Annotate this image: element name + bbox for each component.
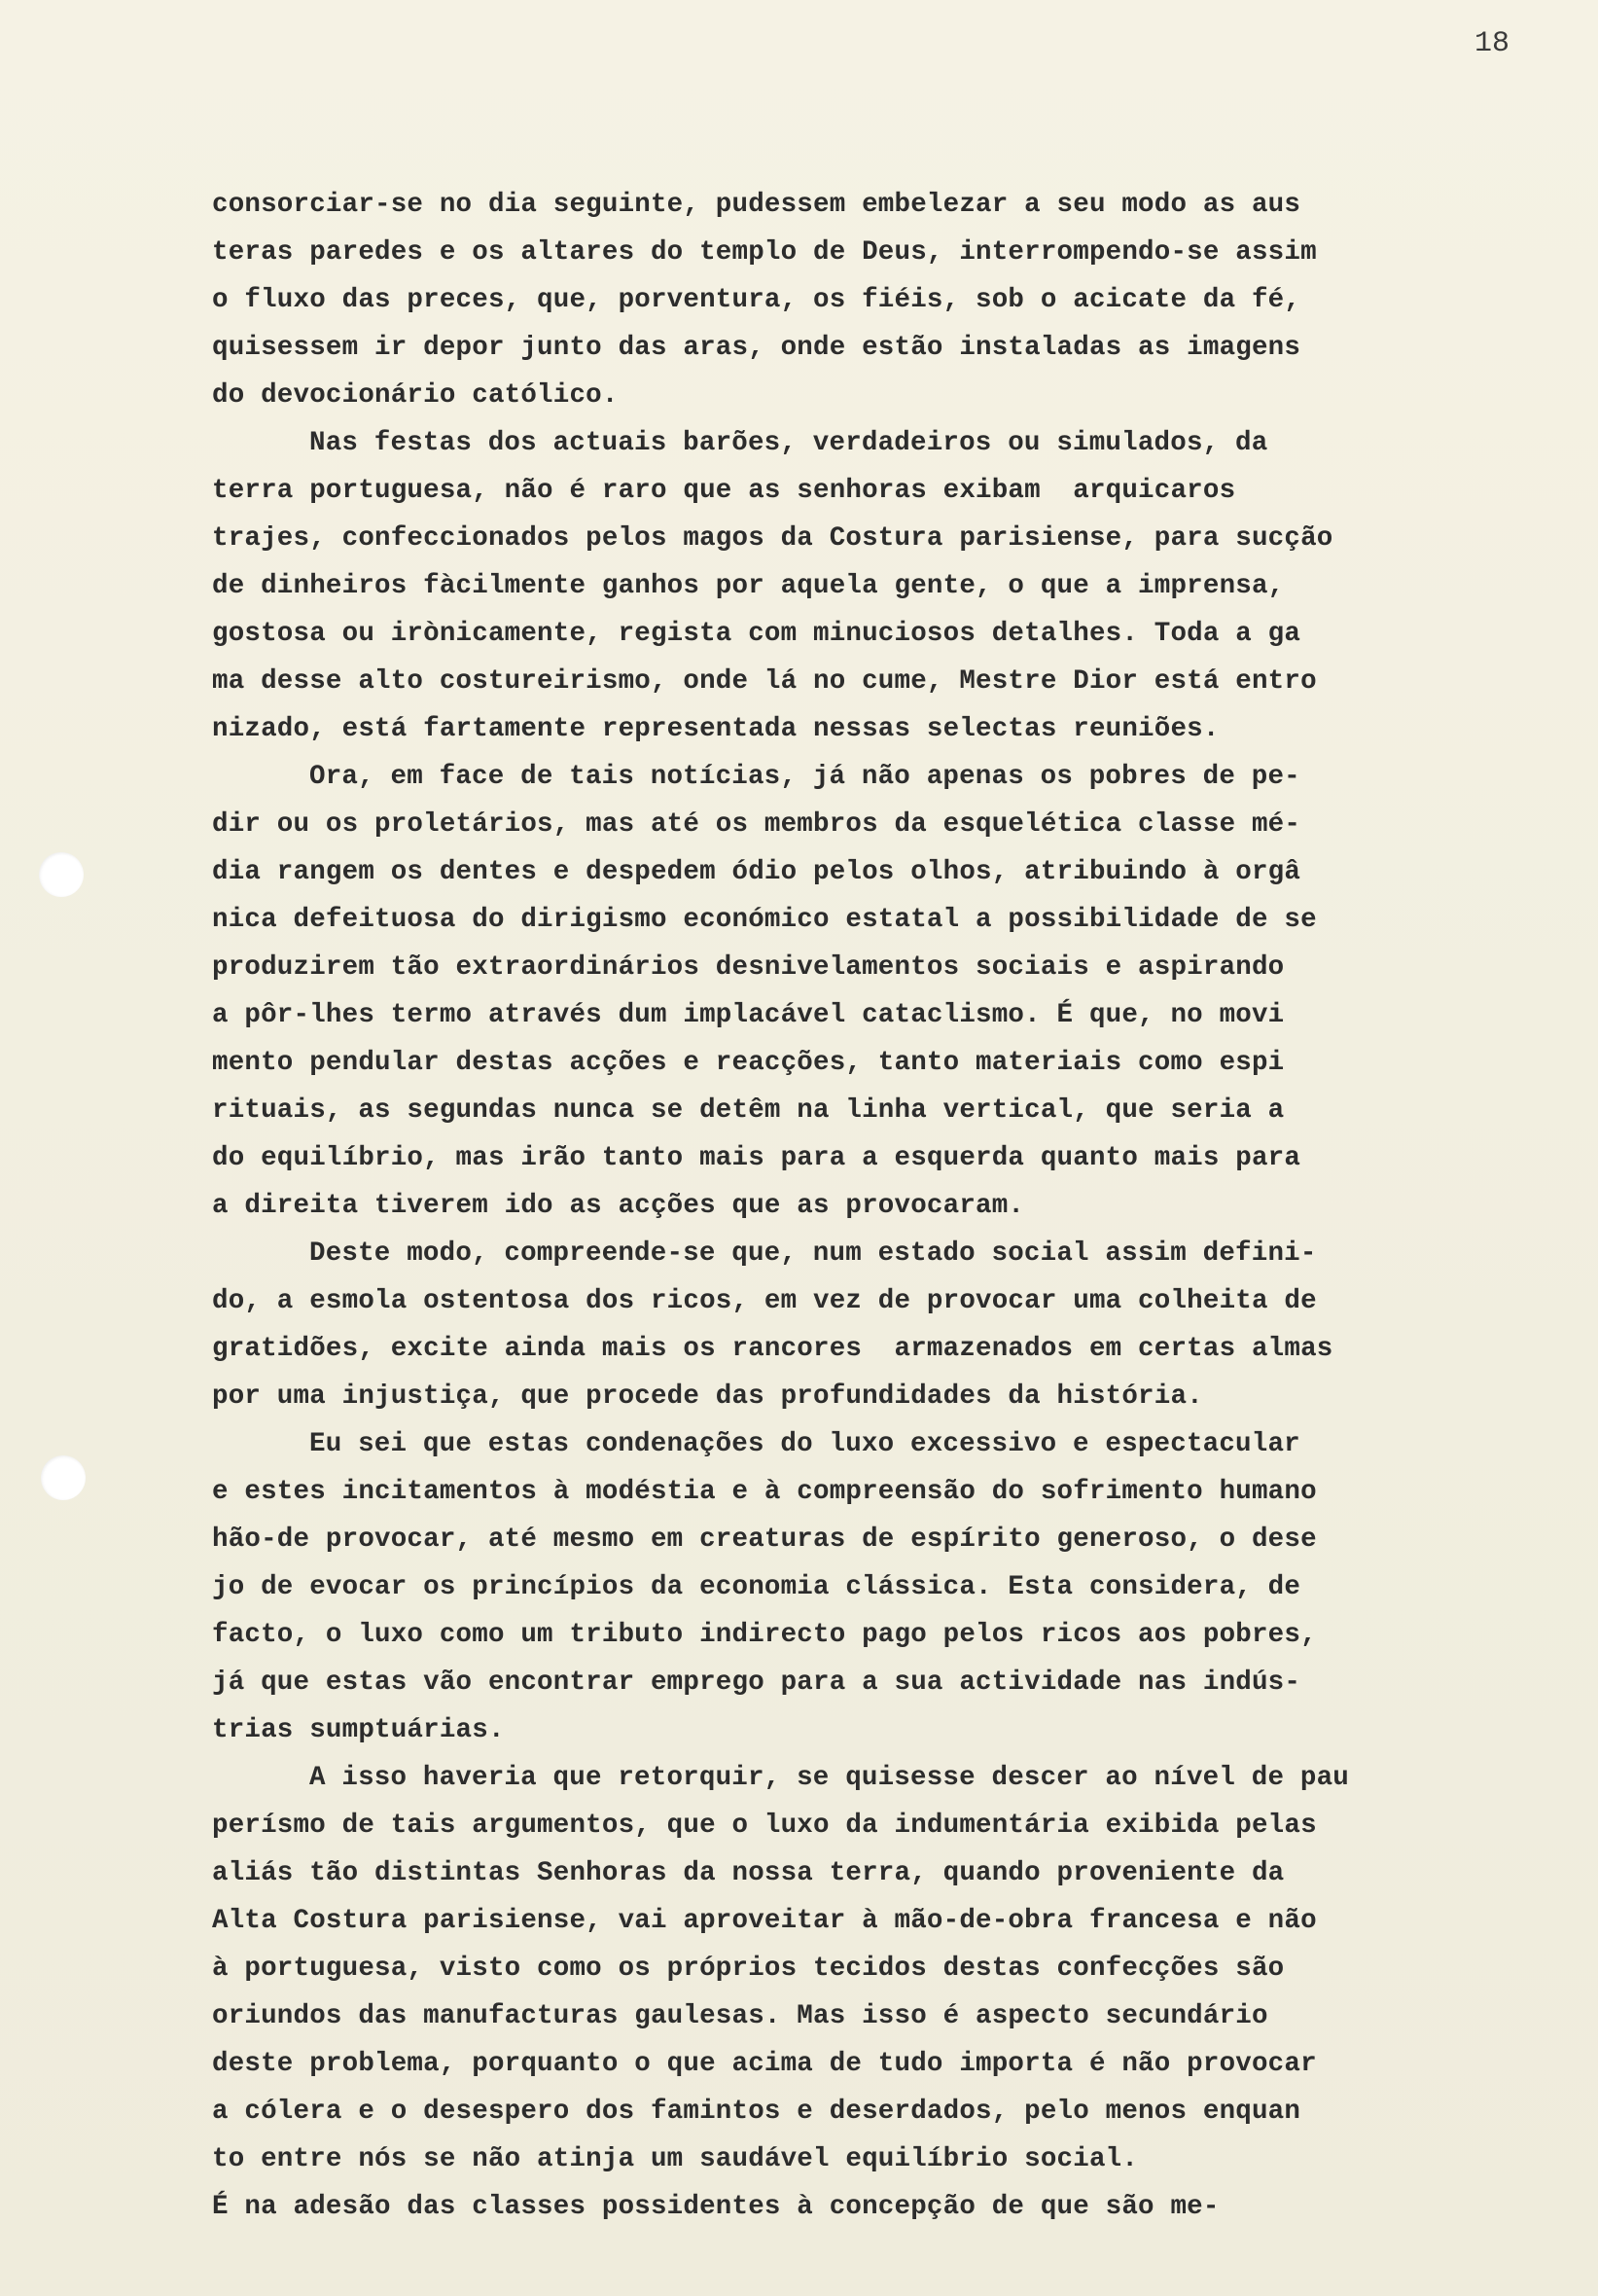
text-line: rituais, as segundas nunca se detêm na linha vertical, que seria a [212,1095,1285,1126]
text-line: gratidões, excite ainda mais os rancores armazenados em certas almas [212,1334,1333,1364]
punch-hole [41,1455,86,1500]
text-line: por uma injustiça, que procede das profundidades da história. [212,1381,1203,1412]
text-line: já que estas vão encontrar emprego para a sua actividade nas indús- [212,1668,1301,1698]
text-line: facto, o luxo como um tributo indirecto pago pelos ricos aos pobres, [212,1620,1317,1650]
text-line: hão-de provocar, até mesmo em creaturas de espírito generoso, o dese [212,1525,1317,1555]
text-line: jo de evocar os princípios da economia clássica. Esta considera, de [212,1572,1301,1602]
text-line: e estes incitamentos à modéstia e à compreensão do sofrimento humano [212,1477,1317,1507]
text-line: deste problema, porquanto o que acima de tudo importa é não provocar [212,2049,1317,2079]
text-line: de dinheiros fàcilmente ganhos por aquela gente, o que a imprensa, [212,571,1285,601]
text-line: do equilíbrio, mas irão tanto mais para a esquerda quanto mais para [212,1143,1301,1173]
text-line: Alta Costura parisiense, vai aproveitar à mão-de-obra francesa e não [212,1906,1317,1936]
text-line: a cólera e o desespero dos famintos e deserdados, pelo menos enquan [212,2097,1301,2127]
text-line: a pôr-lhes termo através dum implacável cataclismo. É que, no movi [212,1000,1285,1030]
text-line: Nas festas dos actuais barões, verdadeiros ou simulados, da [309,428,1268,458]
text-line: consorciar-se no dia seguinte, pudessem embelezar a seu modo as aus [212,190,1301,220]
text-line: trias sumptuárias. [212,1715,505,1745]
text-line: A isso haveria que retorquir, se quisesse descer ao nível de pau [309,1763,1349,1793]
text-line: perísmo de tais argumentos, que o luxo da indumentária exibida pelas [212,1811,1317,1841]
text-line: do, a esmola ostentosa dos ricos, em vez de provocar uma colheita de [212,1286,1317,1316]
body-text [212,181,1564,2231]
text-line: aliás tão distintas Senhoras da nossa terra, quando proveniente da [212,1858,1285,1888]
text-line: ma desse alto costureirismo, onde lá no cume, Mestre Dior está entro [212,666,1317,697]
text-line: Eu sei que estas condenações do luxo excessivo e espectacular [309,1429,1300,1459]
text-line: gostosa ou irònicamente, regista com minuciosos detalhes. Toda a ga [212,619,1301,649]
page-number: 18 [1474,27,1510,60]
text-line: quisessem ir depor junto das aras, onde estão instaladas as imagens [212,333,1301,363]
text-line: nica defeituosa do dirigismo económico estatal a possibilidade de se [212,905,1317,935]
text-line: nizado, está fartamente representada nessas selectas reuniões. [212,714,1220,744]
text-line: oriundos das manufacturas gaulesas. Mas isso é aspecto secundário [212,2001,1268,2031]
text-line: a direita tiverem ido as acções que as provocaram. [212,1191,1025,1221]
text-line: Ora, em face de tais notícias, já não apenas os pobres de pe- [309,762,1300,792]
text-line: terra portuguesa, não é raro que as senhoras exibam arquicaros [212,476,1236,506]
text-line: trajes, confeccionados pelos magos da Costura parisiense, para sucção [212,523,1333,554]
text-line: teras paredes e os altares do templo de Deus, interrompendo-se assim [212,237,1317,268]
text-line: mento pendular destas acções e reacções, tanto materiais como espi [212,1048,1285,1078]
text-line: à portuguesa, visto como os próprios tecidos destas confecções são [212,1954,1285,1984]
text-line: to entre nós se não atinja um saudável equilíbrio social. [212,2144,1139,2174]
text-line: dia rangem os dentes e despedem ódio pelos olhos, atribuindo à orgâ [212,857,1301,887]
text-line: produzirem tão extraordinários desnivelamentos sociais e aspirando [212,952,1285,983]
text-line: do devocionário católico. [212,380,619,411]
text-line: o fluxo das preces, que, porventura, os fiéis, sob o acicate da fé, [212,285,1301,315]
text-line: dir ou os proletários, mas até os membros da esquelética classe mé- [212,809,1301,840]
text-line: Deste modo, compreende-se que, num estado social assim defini- [309,1238,1317,1269]
punch-hole [39,852,84,897]
text-line: É na adesão das classes possidentes à concepção de que são me- [212,2192,1220,2222]
